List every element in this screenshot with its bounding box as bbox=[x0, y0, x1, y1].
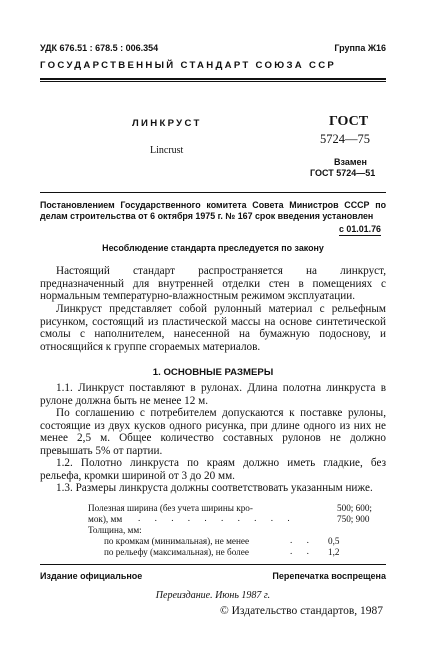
decree-text: Постановлением Государственного комитета Совета Министров СССР по делам строительства от 6 октября 1975 г. № 167 срок введения установлен bbox=[40, 200, 386, 221]
intro-paragraph-1: Настоящий стандарт распространяется на линкруст, предназначенный для внутренней отделки стен в помещениях с нормальным температурно-влажностным режимом эксплуатации. bbox=[40, 265, 386, 303]
replaces-label: Взамен bbox=[334, 157, 367, 167]
spec-row-width-label-cont: мок), мм bbox=[88, 514, 123, 524]
spec-row-width-label: Полезная ширина (без учета ширины кро- bbox=[88, 503, 253, 513]
spec-row-relief-label: по рельефу (максимальная), не более bbox=[104, 547, 249, 557]
warning-text: Несоблюдение стандарта преследуется по закону bbox=[102, 243, 324, 253]
gost-label: ГОСТ bbox=[329, 114, 369, 129]
standard-title-en: Lincrust bbox=[150, 145, 184, 156]
standard-title-ru: ЛИНКРУСТ bbox=[132, 118, 202, 129]
title-rule bbox=[40, 192, 386, 193]
clause-1-2: 1.2. Полотно линкруста по краям должно иметь гладкие, без рельефа, кромки шириной от 3 до 20 мм. bbox=[40, 457, 386, 482]
official-edition: Издание официальное bbox=[40, 571, 143, 581]
leader-dots: . . . . . . . . . . bbox=[138, 513, 296, 523]
spec-row-edges-value: 0,5 bbox=[328, 536, 340, 546]
state-standard-title: ГОСУДАРСТВЕННЫЙ СТАНДАРТ СОЮЗА ССР bbox=[40, 60, 337, 71]
spec-row-edges-label: по кромкам (минимальная), не менее bbox=[104, 536, 250, 546]
udc-code: УДК 676.51 : 678.5 : 006.354 bbox=[40, 43, 159, 53]
spec-row-width-value: 500; 600; bbox=[337, 503, 372, 513]
replaces-number: ГОСТ 5724—51 bbox=[310, 168, 376, 178]
group-code: Группа Ж16 bbox=[334, 43, 386, 53]
clause-1-1: 1.1. Линкруст поставляют в рулонах. Длина полотна линкруста в рулоне должна быть не менее 12 м. bbox=[40, 382, 386, 407]
gost-number: 5724—75 bbox=[320, 132, 370, 146]
clause-1-1-agreement: По соглашению с потребителем допускаются к поставке рулоны, состоящие из двух кусков одного рисунка, при длине одного из них не менее 2,5 м. Общее количество составных рулонов не должно превышать 5% от партии. bbox=[40, 407, 386, 457]
footer-rule bbox=[40, 564, 386, 565]
spec-row-width-value-cont: 750; 900 bbox=[337, 514, 370, 524]
header-rule-top bbox=[40, 78, 386, 80]
clause-1-3: 1.3. Размеры линкруста должны соответствовать указанным ниже. bbox=[56, 482, 373, 494]
decree-date: с 01.01.76 bbox=[339, 224, 381, 234]
reissue-note: Переиздание. Июнь 1987 г. bbox=[155, 590, 271, 601]
section-heading: 1. ОСНОВНЫЕ РАЗМЕРЫ bbox=[152, 367, 274, 378]
leader-dots: . . bbox=[290, 535, 315, 545]
spec-row-relief-value: 1,2 bbox=[328, 547, 340, 557]
leader-dots: . . bbox=[290, 546, 315, 556]
intro-paragraph-2: Линкруст представляет собой рулонный материал с рельефным рисунком, состоящий из пластической массы на основе синтетической смолы с наполнителем, нанесенной на бумажную подоснову, и относящийся к группе сгораемых материалов. bbox=[40, 303, 386, 353]
header-rule-bottom bbox=[40, 81, 386, 82]
copyright: © Издательство стандартов, 1987 bbox=[220, 605, 384, 617]
reprint-notice: Перепечатка воспрещена bbox=[272, 571, 386, 581]
spec-row-thickness-label: Толщина, мм: bbox=[88, 525, 142, 535]
